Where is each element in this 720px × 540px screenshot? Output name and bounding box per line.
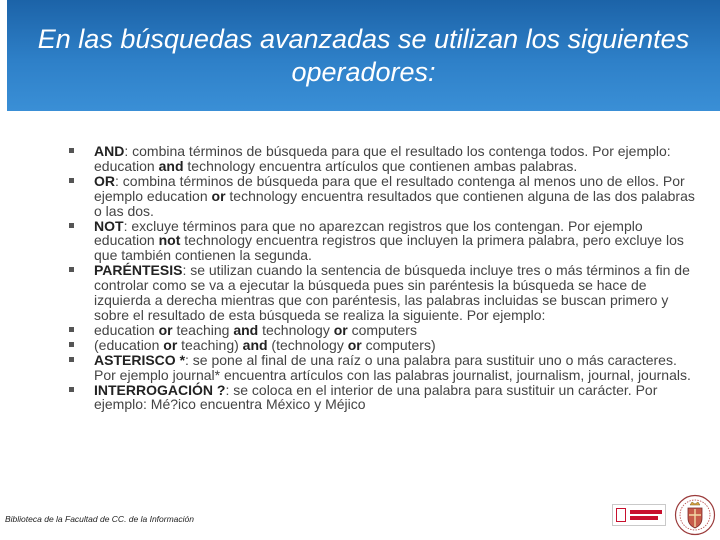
operator-keyword: and <box>242 336 268 353</box>
item-text: : combina términos de búsqueda para que el resultado contenga al menos uno de ellos. Por ejemplo education <box>94 172 685 204</box>
operator-keyword: not <box>158 232 181 249</box>
item-text: technology encuentra registros que incluyen la primera palabra, pero excluye los que también contienen la segunda. <box>94 232 684 264</box>
operator-keyword: or <box>158 321 173 338</box>
item-text: : se utilizan cuando la sentencia de búsqueda incluye tres o más términos a fin de controlar como se va a ejecutar la búsqueda pues sin paréntesis la búsqueda se hace de izquierda a derecha mientras que con paréntesis, las palabras incluidas se buscan primero y sobre el resultado de esta búsqueda se realiza la siguiente. Por ejemplo: <box>94 262 690 323</box>
operator-name: OR <box>94 172 115 189</box>
item-text: : excluye términos para que no aparezcan registros que los contengan. Por ejemplo education <box>94 217 643 249</box>
biblioteca-logo-icon <box>612 504 666 526</box>
operator-keyword: or <box>211 187 226 204</box>
item-text: technology encuentra resultados que contienen alguna de las dos palabras o las dos. <box>94 187 695 219</box>
square-bullet-icon <box>69 327 74 332</box>
square-bullet-icon <box>69 267 74 272</box>
operator-keyword: and <box>233 321 259 338</box>
operator-name: AND <box>94 143 125 159</box>
operator-name: ASTERISCO * <box>94 351 186 368</box>
list-item-and <box>68 144 698 174</box>
square-bullet-icon <box>69 178 74 183</box>
operator-list <box>68 144 698 412</box>
square-bullet-icon <box>69 357 74 362</box>
operator-keyword: or <box>163 336 178 353</box>
square-bullet-icon <box>69 148 74 153</box>
item-text: computers) <box>361 336 436 353</box>
item-text: teaching) <box>177 336 243 353</box>
item-text: computers <box>347 321 417 338</box>
logo-mark <box>616 508 626 522</box>
list-item-interrogacion <box>68 383 698 413</box>
item-text: education <box>94 321 159 338</box>
slide-title: En las búsquedas avanzadas se utilizan los siguientes operadores: <box>37 23 690 87</box>
operator-name: PARÉNTESIS <box>94 262 183 279</box>
university-seal-icon <box>674 494 716 536</box>
item-text: (education <box>94 336 164 353</box>
square-bullet-icon <box>69 342 74 347</box>
item-text: : se coloca en el interior de una palabra para sustituir un carácter. Por ejemplo: Mé?ico encuentra México y Méjico <box>94 381 658 413</box>
item-text: : se pone al final de una raíz o una palabra para sustituir uno o más caracteres. Por ejemplo journal* encuentra artículos con las palabras journalist, journalism, journal, journals. <box>94 351 691 383</box>
item-text: : combina términos de búsqueda para que el resultado los contenga todos. Por ejemplo: education <box>94 143 671 174</box>
list-item-or <box>68 174 698 219</box>
item-text: technology encuentra artículos que contienen ambas palabras. <box>183 157 578 174</box>
operator-keyword: and <box>158 157 184 174</box>
footer-text: Biblioteca de la Facultad de CC. de la Información <box>5 514 194 524</box>
operator-name: NOT <box>94 217 124 234</box>
logo-wordmark <box>630 510 662 520</box>
list-item-example-2 <box>68 338 698 353</box>
item-text: (technology <box>267 336 348 353</box>
operator-name: INTERROGACIÓN ? <box>94 381 226 398</box>
operator-keyword: or <box>347 336 362 353</box>
list-item-asterisco <box>68 353 698 383</box>
item-text: technology <box>258 321 334 338</box>
list-item-not <box>68 219 698 264</box>
operator-keyword: or <box>333 321 348 338</box>
list-item-example-1 <box>68 323 698 338</box>
list-item-parentesis <box>68 263 698 323</box>
square-bullet-icon <box>69 387 74 392</box>
item-text: teaching <box>172 321 234 338</box>
square-bullet-icon <box>69 223 74 228</box>
title-bar <box>7 0 720 111</box>
